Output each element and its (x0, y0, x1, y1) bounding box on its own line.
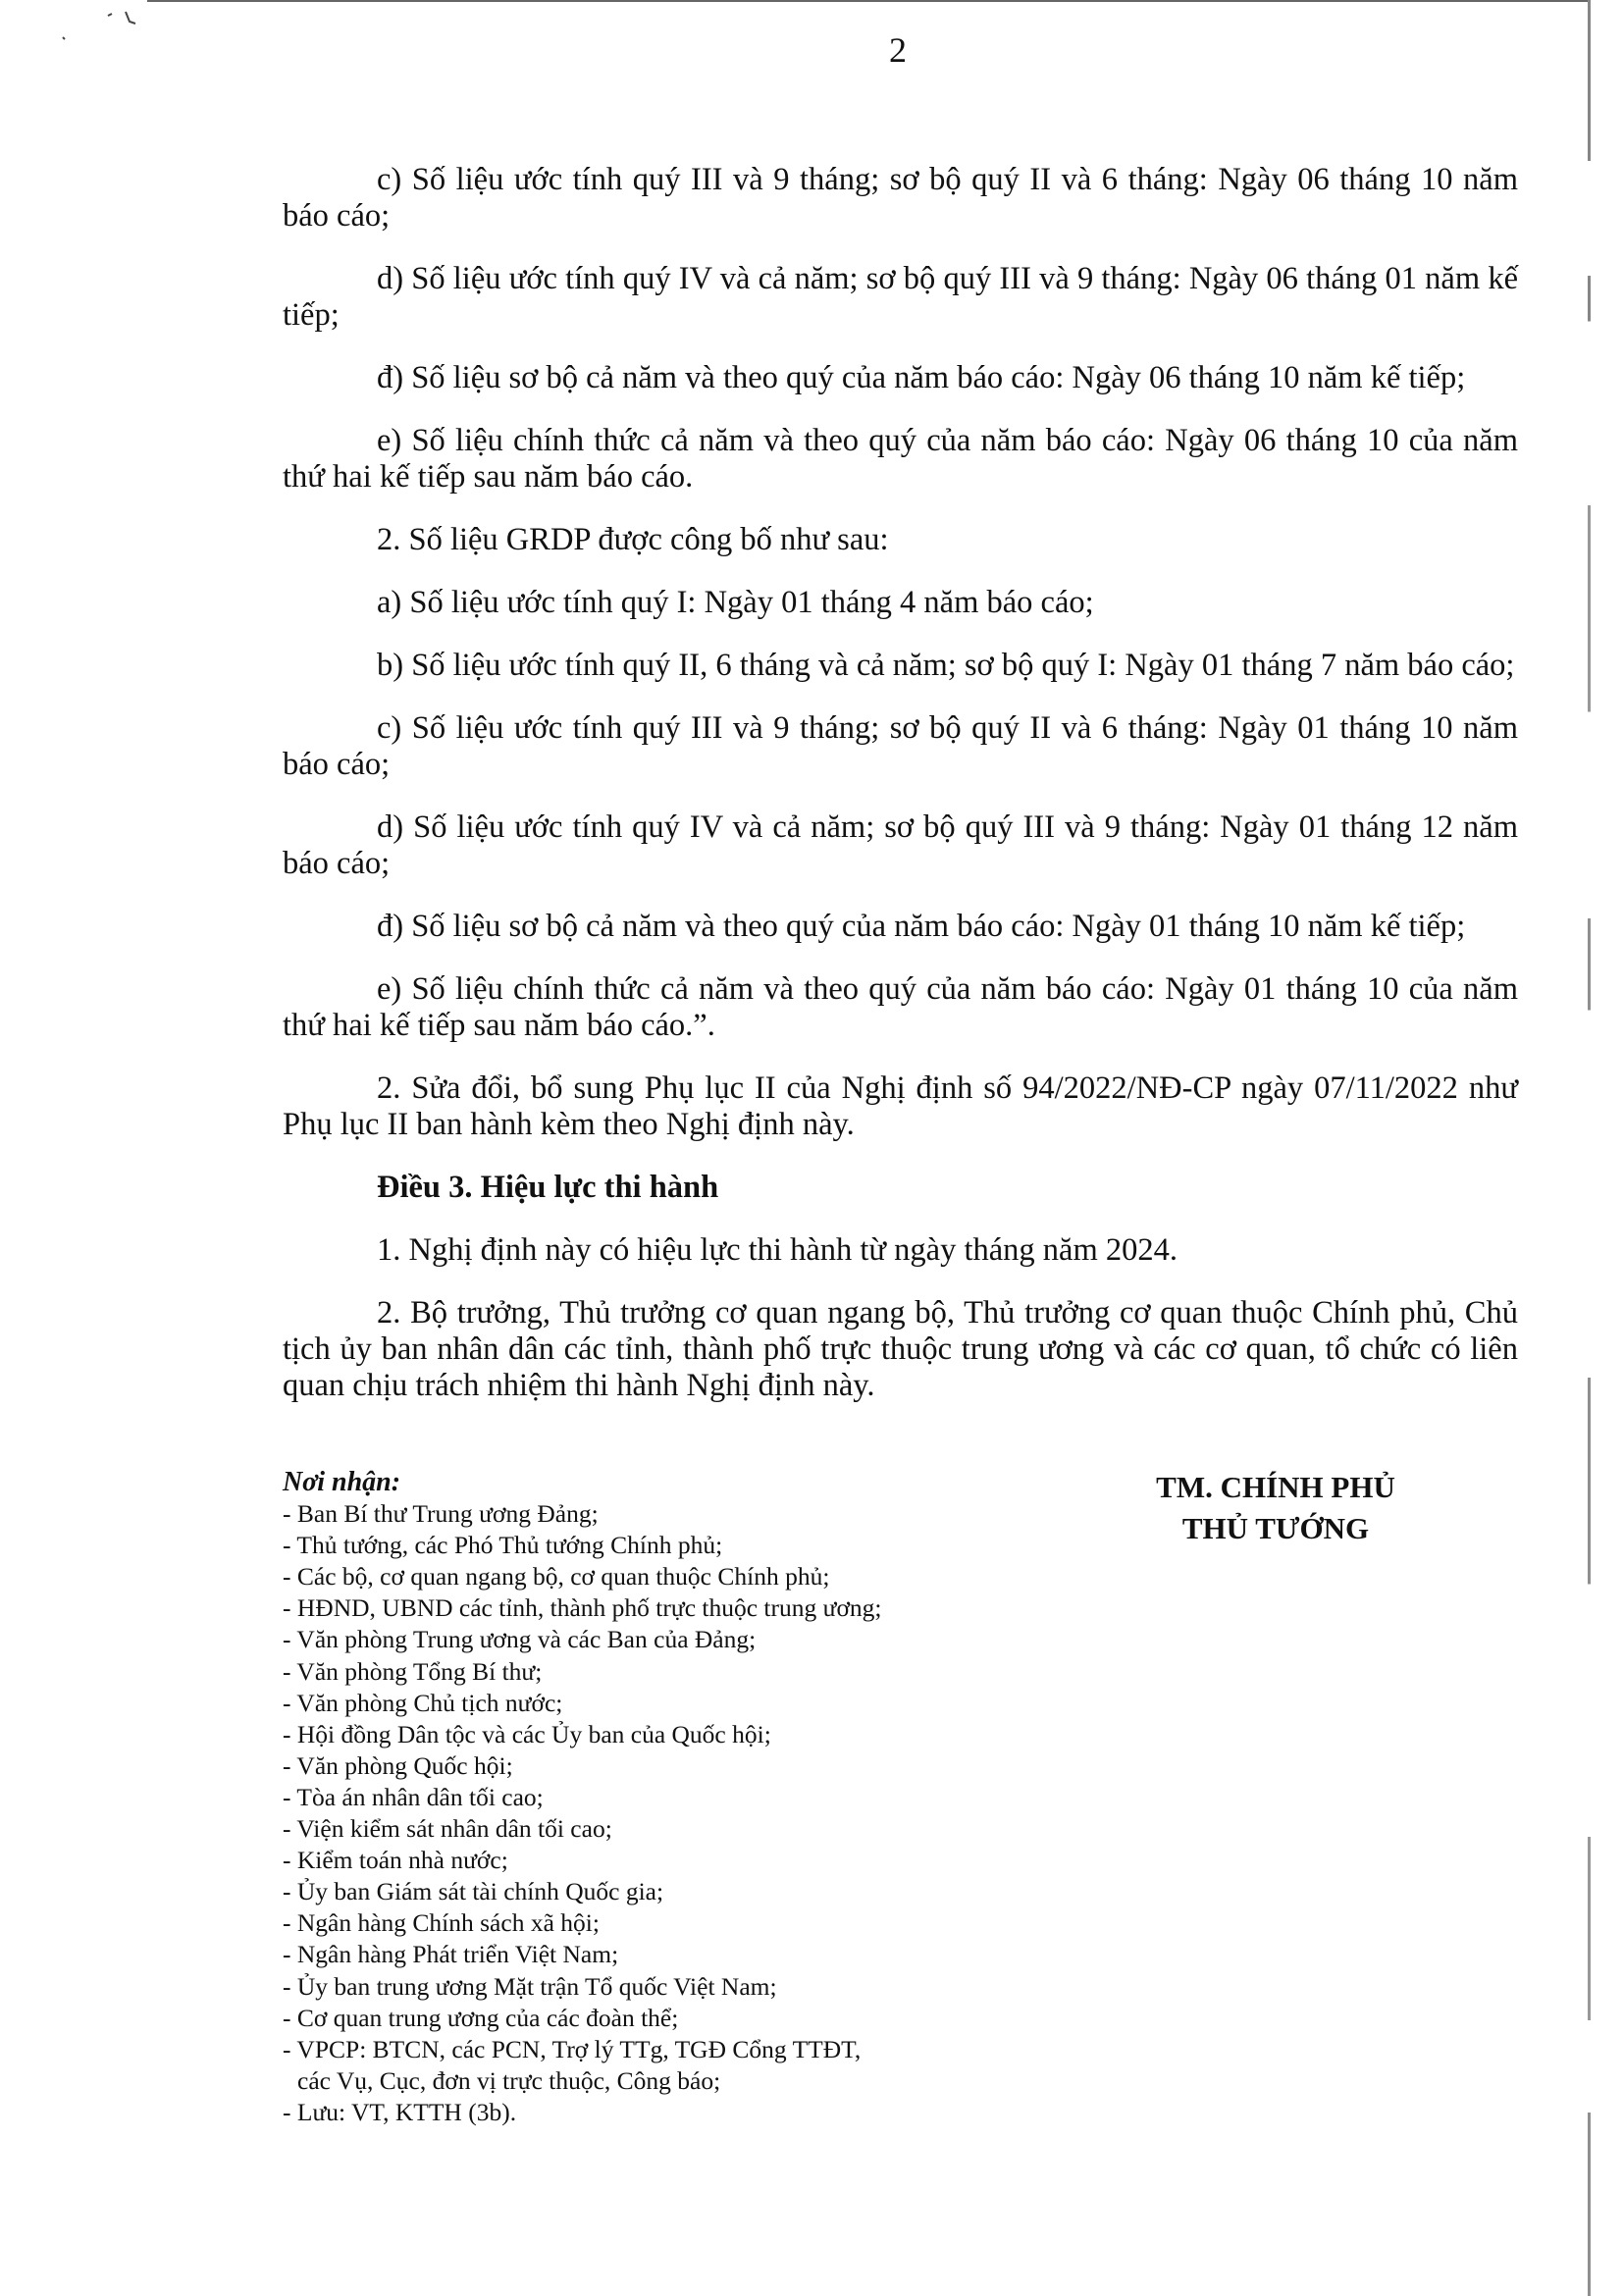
recipient-item: - Ngân hàng Chính sách xã hội; (283, 1908, 600, 1938)
body-paragraph: b) Số liệu ước tính quý II, 6 tháng và cả năm; sơ bộ quý I: Ngày 01 tháng 7 năm báo cáo; (377, 648, 1515, 683)
recipient-item: - Viện kiểm sát nhân dân tối cao; (283, 1814, 612, 1844)
recipients-block (283, 1467, 1028, 2128)
signature-line-office: TM. CHÍNH PHỦ (1156, 1470, 1395, 1504)
body-paragraph: 2. Sửa đổi, bổ sung Phụ lục II của Nghị định số 94/2022/NĐ-CP ngày 07/11/2022 như Phụ lục II ban hành kèm theo Nghị định này. (283, 1070, 1518, 1142)
scan-right-edge (1588, 0, 1591, 2296)
recipient-item: - Ủy ban trung ương Mặt trận Tổ quốc Việt Nam; (283, 1971, 777, 2001)
recipient-item: - Các bộ, cơ quan ngang bộ, cơ quan thuộc Chính phủ; (283, 1562, 830, 1592)
recipient-item: - Văn phòng Trung ương và các Ban của Đảng; (283, 1625, 757, 1654)
recipient-item: - Lưu: VT, KTTH (3b). (283, 2097, 517, 2126)
document-body (283, 162, 1518, 1431)
recipient-item: - Hội đồng Dân tộc và các Ủy ban của Quốc hội; (283, 1719, 771, 1748)
body-paragraph: đ) Số liệu sơ bộ cả năm và theo quý của năm báo cáo: Ngày 06 tháng 10 năm kế tiếp; (377, 360, 1466, 395)
body-paragraph: e) Số liệu chính thức cả năm và theo quý của năm báo cáo: Ngày 01 tháng 10 của năm thứ hai kế tiếp sau năm báo cáo.”. (283, 971, 1518, 1043)
recipient-item: - Ủy ban Giám sát tài chính Quốc gia; (283, 1877, 664, 1906)
body-paragraph: 1. Nghị định này có hiệu lực thi hành từ ngày tháng năm 2024. (377, 1232, 1178, 1268)
recipient-item: - Kiểm toán nhà nước; (283, 1846, 508, 1875)
recipients-title: Nơi nhận: (283, 1467, 401, 1497)
body-paragraph: d) Số liệu ước tính quý IV và cả năm; sơ bộ quý III và 9 tháng: Ngày 01 tháng 12 năm báo cáo; (283, 809, 1518, 881)
recipient-item: các Vụ, Cục, đơn vị trực thuộc, Công báo; (297, 2065, 721, 2095)
recipient-item: - Văn phòng Quốc hội; (283, 1750, 513, 1780)
recipient-item: - Tòa án nhân dân tối cao; (283, 1782, 544, 1811)
recipient-item: - HĐND, UBND các tỉnh, thành phố trực thuộc trung ương; (283, 1593, 882, 1623)
body-paragraph: e) Số liệu chính thức cả năm và theo quý của năm báo cáo: Ngày 06 tháng 10 của năm thứ hai kế tiếp sau năm báo cáo. (283, 423, 1518, 495)
body-paragraph: c) Số liệu ước tính quý III và 9 tháng; sơ bộ quý II và 6 tháng: Ngày 01 tháng 10 năm báo cáo; (283, 710, 1518, 782)
body-paragraph: 2. Số liệu GRDP được công bố như sau: (377, 522, 889, 557)
body-paragraph: c) Số liệu ước tính quý III và 9 tháng; sơ bộ quý II và 6 tháng: Ngày 06 tháng 10 năm báo cáo; (283, 162, 1518, 234)
recipient-item: - Văn phòng Chủ tịch nước; (283, 1688, 563, 1717)
signature-line-title: THỦ TƯỚNG (1181, 1511, 1370, 1545)
scan-top-border (147, 0, 1588, 2)
recipient-item: - Ngân hàng Phát triển Việt Nam; (283, 1940, 619, 1969)
recipient-item: - Cơ quan trung ương của các đoàn thể; (283, 2003, 679, 2032)
recipient-item: - Thủ tướng, các Phó Thủ tướng Chính phủ; (283, 1531, 723, 1560)
recipients-list (283, 1498, 1028, 2128)
article-heading: Điều 3. Hiệu lực thi hành (377, 1170, 719, 1205)
body-paragraph: d) Số liệu ước tính quý IV và cả năm; sơ bộ quý III và 9 tháng: Ngày 06 tháng 01 năm kế tiếp; (283, 261, 1518, 333)
signature-block (1079, 1467, 1472, 1549)
page-number: 2 (889, 30, 907, 70)
recipient-item: - Ban Bí thư Trung ương Đảng; (283, 1499, 599, 1529)
body-paragraph: 2. Bộ trưởng, Thủ trưởng cơ quan ngang bộ, Thủ trưởng cơ quan thuộc Chính phủ, Chủ tịch ủy ban nhân dân các tỉnh, thành phố trực thuộc trung ương và các cơ quan, tổ chức có liên quan chịu trách nhiệm thi hành Nghị định này. (283, 1295, 1518, 1403)
recipient-item: - Văn phòng Tổng Bí thư; (283, 1656, 543, 1686)
body-paragraph: đ) Số liệu sơ bộ cả năm và theo quý của năm báo cáo: Ngày 01 tháng 10 năm kế tiếp; (377, 909, 1466, 944)
body-paragraph: a) Số liệu ước tính quý I: Ngày 01 tháng 4 năm báo cáo; (377, 585, 1094, 620)
recipient-item: - VPCP: BTCN, các PCN, Trợ lý TTg, TGĐ Cổng TTĐT, (283, 2034, 862, 2063)
